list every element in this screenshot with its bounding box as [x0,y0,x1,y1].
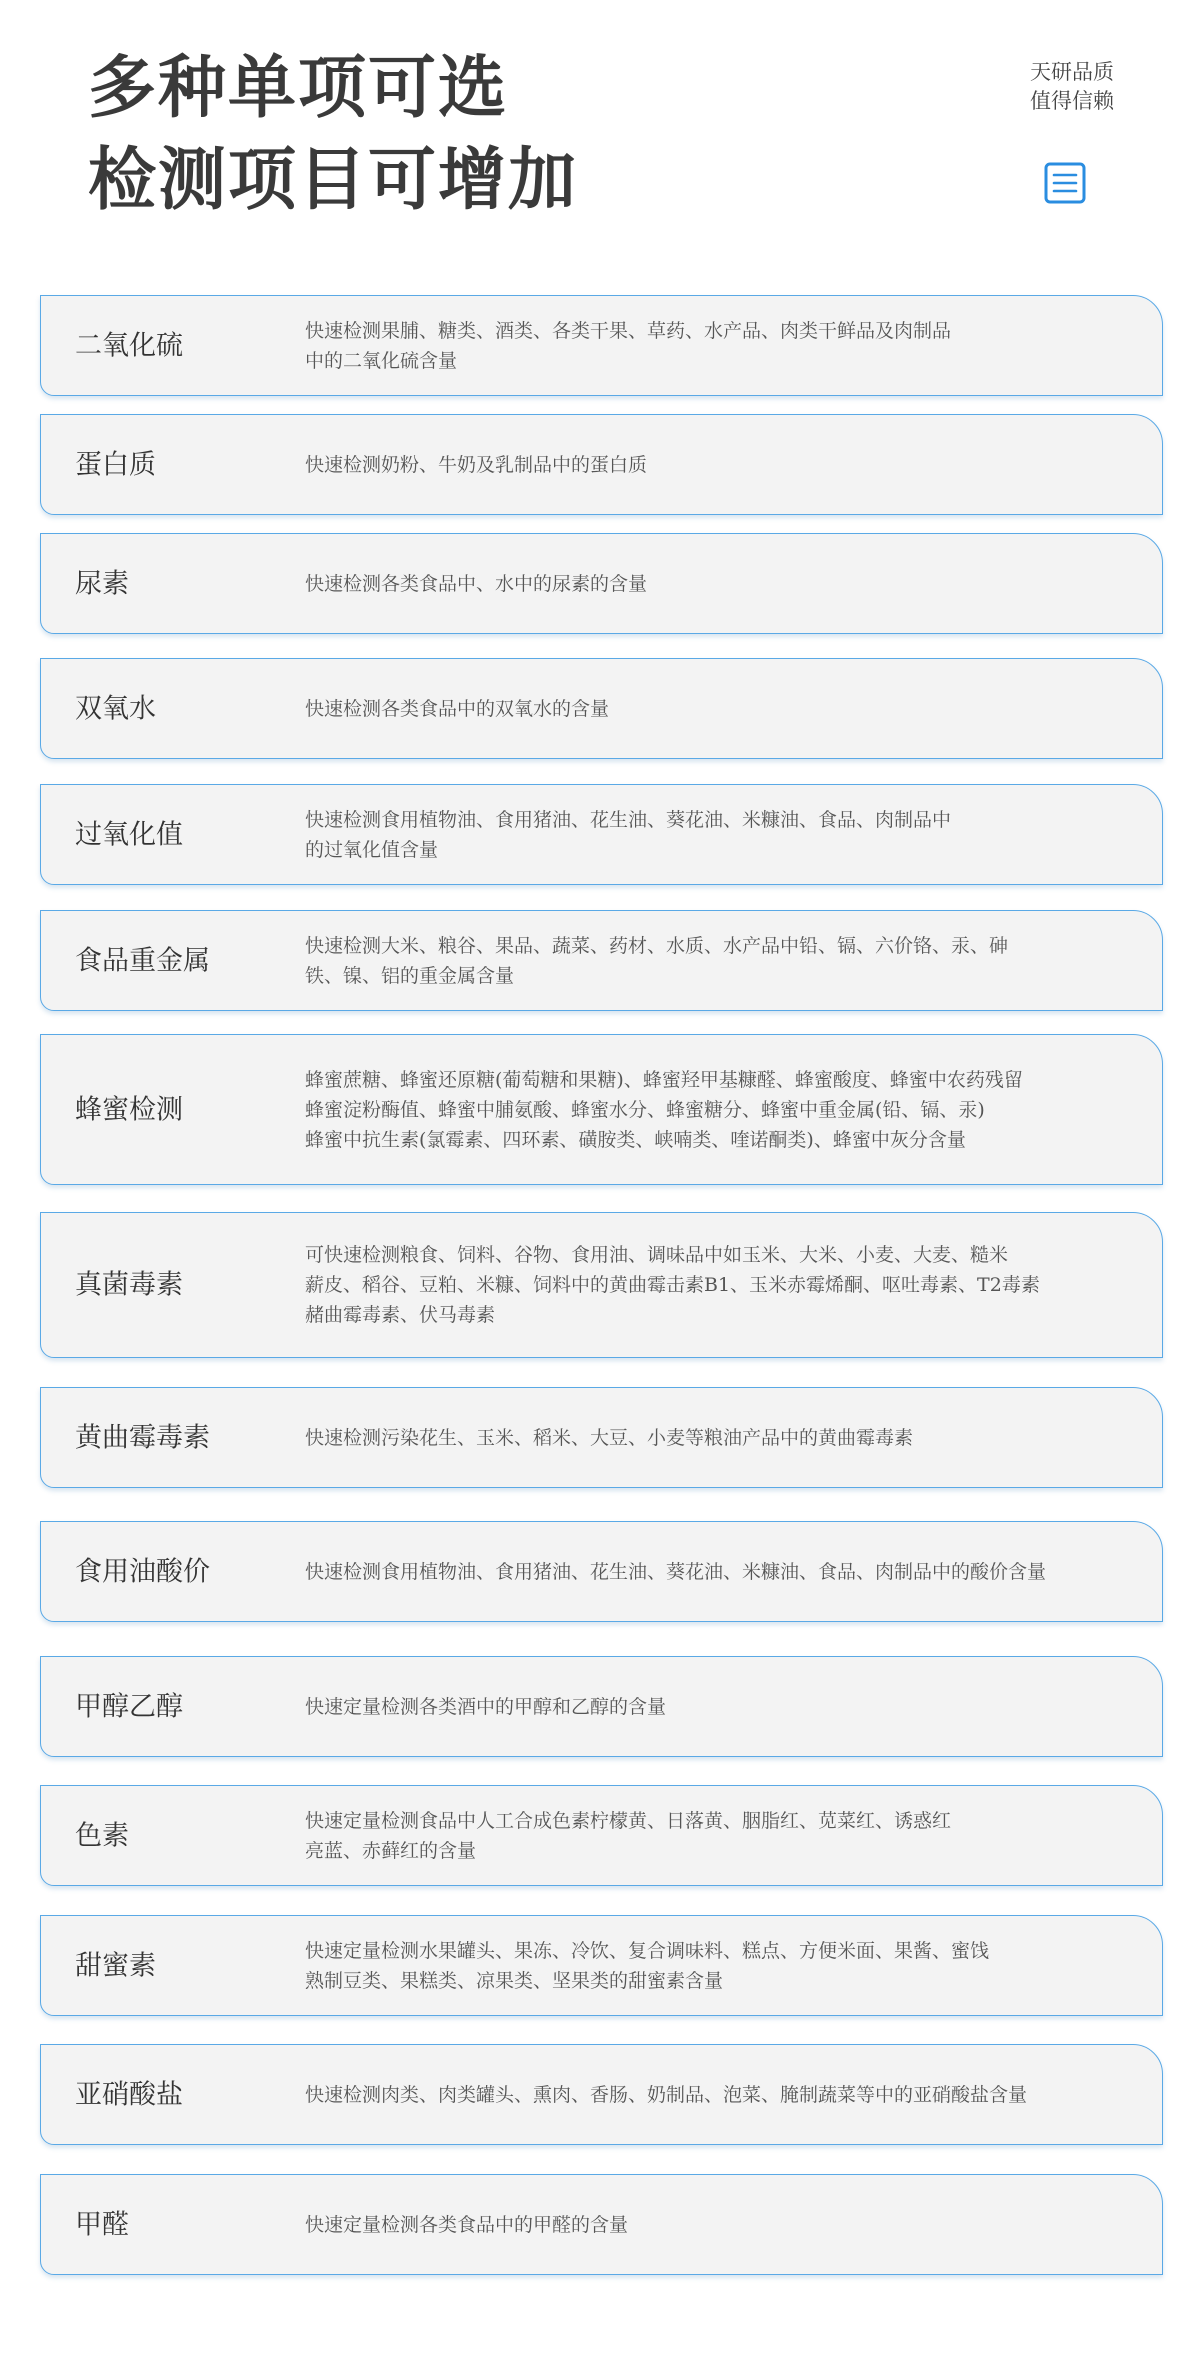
test-item-description [305,1806,1125,1866]
test-item-description [305,450,1125,480]
test-item-card [40,2174,1163,2275]
document-list-icon [1044,162,1086,204]
test-item-card [40,295,1163,396]
test-item-description [305,805,1125,865]
test-item-card [40,414,1163,515]
test-item-name: 蜂蜜检测 [75,1094,183,1125]
test-item-description [305,2080,1125,2110]
test-item-description [305,316,1125,376]
test-item-description-line: 赭曲霉毒素、伏马毒素 [305,1304,496,1326]
test-item-description-line: 快速检测食用植物油、食用猪油、花生油、葵花油、米糠油、食品、肉制品中的酸价含量 [305,1560,1047,1583]
test-item-description-line: 快速检测各类食品中的双氧水的含量 [305,697,610,720]
test-item-description-line: 快速定量检测水果罐头、果冻、冷饮、复合调味料、糕点、方便米面、果酱、蜜饯 [305,1939,990,1962]
test-item-description [305,1557,1125,1587]
test-item-card [40,533,1163,634]
test-item-name: 甲醛 [75,2209,129,2240]
test-item-name: 甲醇乙醇 [75,1691,183,1722]
test-item-description-line: 可快速检测粮食、饲料、谷物、食用油、调味品中如玉米、大米、小麦、大麦、糙米 [305,1244,1009,1266]
test-item-description-line: 蜂蜜蔗糖、蜂蜜还原糖(葡萄糖和果糖)、蜂蜜羟甲基糠醛、蜂蜜酸度、蜂蜜中农药残留 [305,1068,1023,1091]
page-title-line-1: 多种单项可选 [88,48,509,128]
test-item-description [305,1692,1125,1722]
test-item-card [40,1034,1163,1185]
test-item-description-line: 快速定量检测各类酒中的甲醇和乙醇的含量 [305,1695,667,1718]
test-item-card [40,910,1163,1011]
test-item-description-line: 铁、镍、铝的重金属含量 [305,964,515,987]
test-item-name: 双氧水 [75,693,156,724]
test-item-description-line: 快速检测食用植物油、食用猪油、花生油、葵花油、米糠油、食品、肉制品中 [305,808,952,831]
test-item-card [40,658,1163,759]
page-title-line-2: 检测项目可增加 [88,140,579,220]
test-item-description-line: 中的二氧化硫含量 [305,349,458,372]
test-item-description-line: 快速检测大米、粮谷、果品、蔬菜、药材、水质、水产品中铅、镉、六价铬、汞、砷 [305,934,1009,957]
test-item-card [40,784,1163,885]
test-item-description-line: 快速检测污染花生、玉米、稻米、大豆、小麦等粮油产品中的黄曲霉毒素 [305,1426,914,1449]
test-item-description [305,1936,1125,1996]
test-item-name: 色素 [75,1820,129,1851]
test-item-description-line: 薪皮、稻谷、豆粕、米糠、饲料中的黄曲霉击素B1、玉米赤霉烯酮、呕吐毒素、T2毒素 [305,1274,1040,1296]
test-item-card [40,1521,1163,1622]
test-item-description-line: 快速检测果脯、糖类、酒类、各类干果、草药、水产品、肉类干鲜品及肉制品 [305,319,952,342]
test-item-description [305,2210,1125,2240]
test-item-description-line: 快速定量检测各类食品中的甲醛的含量 [305,2213,629,2236]
test-item-description-line: 蜂蜜中抗生素(氯霉素、四环素、磺胺类、峡喃类、喹诺酮类)、蜂蜜中灰分含量 [305,1128,966,1151]
test-item-description [305,931,1125,991]
test-item-name: 黄曲霉毒素 [75,1422,210,1453]
test-item-description-line: 快速检测肉类、肉类罐头、熏肉、香肠、奶制品、泡菜、腌制蔬菜等中的亚硝酸盐含量 [305,2083,1028,2106]
test-item-name: 真菌毒素 [75,1269,183,1301]
test-item-description [305,694,1125,724]
test-item-description-line: 亮蓝、赤藓红的含量 [305,1839,477,1862]
test-item-name: 食品重金属 [75,945,210,976]
test-item-card [40,1387,1163,1488]
test-item-description [305,1240,1125,1330]
test-item-name: 二氧化硫 [75,330,183,361]
test-item-card [40,1212,1163,1358]
slogan-line-1: 天研品质 [1030,60,1114,84]
test-item-description-line: 快速定量检测食品中人工合成色素柠檬黄、日落黄、胭脂红、苋菜红、诱惑红 [305,1809,952,1832]
test-item-description [305,569,1125,599]
test-item-description-line: 蜂蜜淀粉酶值、蜂蜜中脯氨酸、蜂蜜水分、蜂蜜糖分、蜂蜜中重金属(铅、镉、汞) [305,1098,985,1121]
test-item-name: 甜蜜素 [75,1950,156,1981]
test-item-description [305,1423,1125,1453]
test-item-description-line: 快速检测各类食品中、水中的尿素的含量 [305,572,648,595]
test-item-name: 过氧化值 [75,819,183,850]
test-item-description [305,1065,1125,1155]
test-item-name: 亚硝酸盐 [75,2079,183,2110]
test-item-card [40,1785,1163,1886]
test-item-card [40,1656,1163,1757]
test-item-description-line: 熟制豆类、果糕类、凉果类、坚果类的甜蜜素含量 [305,1969,724,1992]
test-item-description-line: 的过氧化值含量 [305,838,439,861]
slogan-line-2: 值得信赖 [1030,89,1114,113]
test-item-name: 食用油酸价 [75,1556,210,1587]
test-item-card [40,1915,1163,2016]
test-item-card [40,2044,1163,2145]
test-item-description-line: 快速检测奶粉、牛奶及乳制品中的蛋白质 [305,453,648,476]
test-item-name: 尿素 [75,568,129,599]
test-item-name: 蛋白质 [75,449,156,480]
